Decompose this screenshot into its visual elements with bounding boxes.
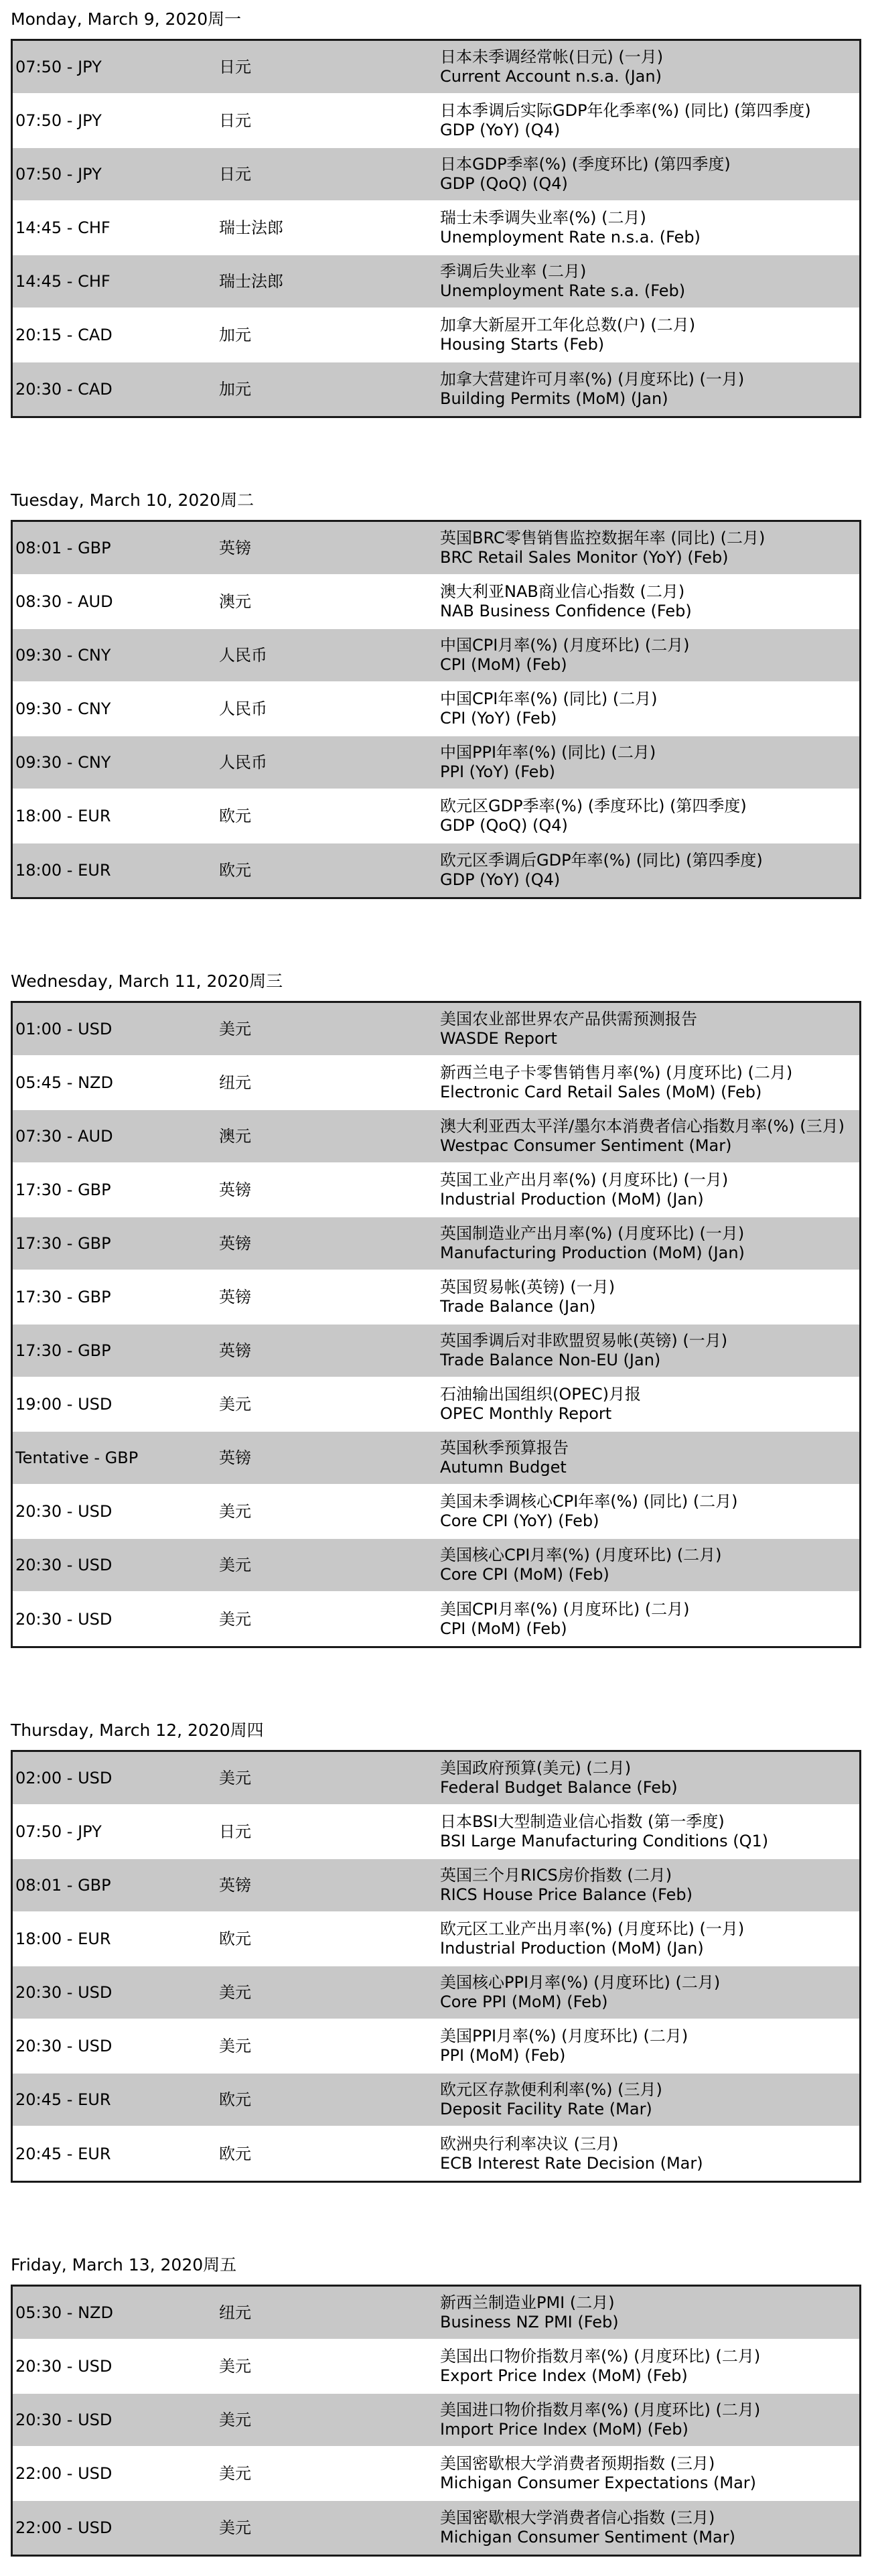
event-title-english: CPI (MoM) (Feb) <box>440 1619 567 1638</box>
event-title <box>440 529 859 567</box>
event-title-chinese: 新西兰电子卡零售销售月率(%) (月度环比) (二月) <box>440 1063 793 1083</box>
event-title-english: Building Permits (MoM) (Jan) <box>440 389 668 408</box>
events-table <box>11 1001 861 1648</box>
event-time: Tentative - GBP <box>15 1448 139 1467</box>
section-spacer <box>0 2183 872 2246</box>
event-title <box>440 1331 859 1370</box>
event-title-chinese: 石油输出国组织(OPEC)月报 <box>440 1385 642 1404</box>
event-title-chinese: 欧元区季调后GDP年率(%) (同比) (第四季度) <box>440 851 763 870</box>
event-time: 08:01 - GBP <box>15 1875 111 1895</box>
event-title <box>440 1600 859 1639</box>
event-title <box>440 582 859 621</box>
event-title-english: Business NZ PMI (Feb) <box>440 2313 619 2331</box>
event-title-chinese: 英国季调后对非欧盟贸易帐(英镑) (一月) <box>440 1331 728 1351</box>
table-row <box>13 2340 859 2394</box>
event-title <box>440 689 859 728</box>
event-title-chinese: 季调后失业率 (二月) <box>440 262 587 281</box>
event-time: 18:00 - EUR <box>15 806 111 825</box>
event-title-english: Unemployment Rate n.s.a. (Feb) <box>440 228 701 247</box>
event-title-chinese: 英国工业产出月率(%) (月度环比) (一月) <box>440 1170 729 1190</box>
event-title <box>440 1546 859 1584</box>
event-currency: 澳元 <box>219 1126 251 1146</box>
event-title <box>440 851 859 890</box>
event-title-chinese: 英国贸易帐(英镑) (一月) <box>440 1278 615 1297</box>
event-title-english: PPI (MoM) (Feb) <box>440 2046 566 2065</box>
event-title-english: CPI (MoM) (Feb) <box>440 655 567 674</box>
event-currency: 瑞士法郎 <box>219 218 283 237</box>
event-title-english: Industrial Production (MoM) (Jan) <box>440 1939 704 1958</box>
event-title <box>440 1278 859 1316</box>
event-time: 20:30 - USD <box>15 2410 113 2429</box>
event-currency: 美元 <box>219 2410 251 2429</box>
event-title-english: Unemployment Rate s.a. (Feb) <box>440 281 686 300</box>
event-title-chinese: 新西兰制造业PMI (二月) <box>440 2293 615 2313</box>
event-title-chinese: 美国进口物价指数月率(%) (月度环比) (二月) <box>440 2400 761 2420</box>
event-title-english: BSI Large Manufacturing Conditions (Q1) <box>440 1832 769 1850</box>
event-currency: 日元 <box>219 164 251 184</box>
event-currency: 美元 <box>219 1609 251 1629</box>
table-row <box>13 790 859 843</box>
event-time: 20:15 - CAD <box>15 325 113 344</box>
event-time: 17:30 - GBP <box>15 1233 111 1253</box>
event-title-english: GDP (QoQ) (Q4) <box>440 174 568 193</box>
section-spacer <box>0 899 872 962</box>
event-time: 20:30 - USD <box>15 1609 113 1629</box>
table-row <box>13 2501 859 2555</box>
event-time: 01:00 - USD <box>15 1019 113 1038</box>
event-time: 05:45 - NZD <box>15 1073 113 1092</box>
events-table <box>11 2285 861 2557</box>
day-section <box>0 481 872 962</box>
event-title-english: Federal Budget Balance (Feb) <box>440 1778 678 1797</box>
event-title-chinese: 美国出口物价指数月率(%) (月度环比) (二月) <box>440 2347 761 2366</box>
event-title-english: Electronic Card Retail Sales (MoM) (Feb) <box>440 1083 762 1101</box>
event-title <box>440 316 859 354</box>
event-time: 09:30 - CNY <box>15 699 111 718</box>
event-title <box>440 797 859 835</box>
event-title-english: Manufacturing Production (MoM) (Jan) <box>440 1243 745 1262</box>
table-row <box>13 629 859 683</box>
table-row <box>13 2020 859 2074</box>
table-row <box>13 1806 859 1859</box>
event-title <box>440 2400 859 2439</box>
event-currency: 澳元 <box>219 592 251 611</box>
event-currency: 英镑 <box>219 1233 251 1253</box>
event-title <box>440 1812 859 1851</box>
event-currency: 美元 <box>219 2518 251 2537</box>
event-title <box>440 1919 859 1958</box>
event-currency: 日元 <box>219 111 251 130</box>
table-row <box>13 1966 859 2020</box>
event-title-english: Core CPI (YoY) (Feb) <box>440 1511 599 1530</box>
event-title <box>440 743 859 782</box>
event-currency: 日元 <box>219 57 251 76</box>
event-title <box>440 2293 859 2332</box>
table-row <box>13 309 859 362</box>
table-row <box>13 2447 859 2501</box>
event-time: 20:30 - USD <box>15 1982 113 2002</box>
event-time: 20:30 - CAD <box>15 379 113 399</box>
event-currency: 欧元 <box>219 2090 251 2109</box>
event-title-english: BRC Retail Sales Monitor (YoY) (Feb) <box>440 548 729 567</box>
event-time: 20:45 - EUR <box>15 2090 111 2109</box>
event-time: 14:45 - CHF <box>15 271 111 291</box>
table-row <box>13 2287 859 2340</box>
event-time: 07:50 - JPY <box>15 111 102 130</box>
event-currency: 英镑 <box>219 1287 251 1306</box>
event-currency: 英镑 <box>219 1875 251 1895</box>
table-row <box>13 1164 859 1217</box>
table-row <box>13 202 859 255</box>
day-section <box>0 0 872 481</box>
event-title-english: CPI (YoY) (Feb) <box>440 709 557 728</box>
table-row <box>13 1271 859 1325</box>
day-heading: Thursday, March 12, 2020周四 <box>11 1720 264 1740</box>
event-title-chinese: 美国核心CPI月率(%) (月度环比) (二月) <box>440 1546 722 1565</box>
event-title-english: Industrial Production (MoM) (Jan) <box>440 1190 704 1209</box>
table-row <box>13 843 859 897</box>
table-row <box>13 1485 859 1539</box>
section-spacer <box>0 1648 872 1711</box>
event-title-chinese: 瑞士未季调失业率(%) (二月) <box>440 208 646 228</box>
event-time: 17:30 - GBP <box>15 1180 111 1199</box>
event-time: 19:00 - USD <box>15 1394 113 1414</box>
event-title-english: Housing Starts (Feb) <box>440 335 605 354</box>
event-title-english: Core PPI (MoM) (Feb) <box>440 1992 608 2011</box>
event-title <box>440 1117 859 1156</box>
table-row <box>13 1057 859 1110</box>
event-time: 09:30 - CNY <box>15 752 111 772</box>
event-title-chinese: 欧洲央行利率决议 (三月) <box>440 2134 619 2154</box>
event-title-english: OPEC Monthly Report <box>440 1404 612 1423</box>
event-time: 07:50 - JPY <box>15 57 102 76</box>
event-title-chinese: 加拿大新屋开工年化总数(户) (二月) <box>440 316 696 335</box>
event-time: 07:50 - JPY <box>15 1822 102 1841</box>
event-title <box>440 1759 859 1798</box>
events-table <box>11 520 861 899</box>
table-row <box>13 1003 859 1057</box>
event-currency: 加元 <box>219 325 251 344</box>
event-currency: 日元 <box>219 1822 251 1841</box>
event-title <box>440 262 859 301</box>
event-title <box>440 2080 859 2119</box>
event-title-english: Export Price Index (MoM) (Feb) <box>440 2366 688 2385</box>
event-title-english: Westpac Consumer Sentiment (Mar) <box>440 1136 732 1155</box>
section-spacer <box>0 418 872 481</box>
event-title-chinese: 欧元区存款便利利率(%) (三月) <box>440 2080 662 2100</box>
table-row <box>13 1539 859 1592</box>
event-title-chinese: 美国密歇根大学消费者信心指数 (三月) <box>440 2508 715 2528</box>
event-title-chinese: 中国PPI年率(%) (同比) (二月) <box>440 743 656 762</box>
event-currency: 美元 <box>219 1982 251 2002</box>
table-row <box>13 1913 859 1966</box>
event-title-english: Current Account n.s.a. (Jan) <box>440 67 662 86</box>
table-row <box>13 255 859 309</box>
event-title-chinese: 美国未季调核心CPI年率(%) (同比) (二月) <box>440 1492 738 1511</box>
event-time: 22:00 - USD <box>15 2518 113 2537</box>
event-title <box>440 370 859 409</box>
event-time: 02:00 - USD <box>15 1768 113 1787</box>
event-title-chinese: 日本季调后实际GDP年化季率(%) (同比) (第四季度) <box>440 101 811 121</box>
table-row <box>13 41 859 94</box>
event-currency: 欧元 <box>219 860 251 880</box>
event-title-english: Autumn Budget <box>440 1458 567 1477</box>
table-row <box>13 1378 859 1432</box>
event-title <box>440 208 859 247</box>
event-currency: 美元 <box>219 1019 251 1038</box>
event-currency: 英镑 <box>219 1448 251 1467</box>
event-time: 17:30 - GBP <box>15 1341 111 1360</box>
event-title-chinese: 中国CPI月率(%) (月度环比) (二月) <box>440 636 690 655</box>
event-title-english: WASDE Report <box>440 1029 557 1048</box>
event-time: 08:01 - GBP <box>15 538 111 557</box>
event-title <box>440 2347 859 2386</box>
event-title-english: PPI (YoY) (Feb) <box>440 762 556 781</box>
event-currency: 欧元 <box>219 806 251 825</box>
event-title-english: Import Price Index (MoM) (Feb) <box>440 2420 688 2439</box>
event-currency: 美元 <box>219 2356 251 2376</box>
event-title-english: ECB Interest Rate Decision (Mar) <box>440 2154 703 2173</box>
event-title-chinese: 美国农业部世界农产品供需预测报告 <box>440 1010 697 1029</box>
event-title-english: NAB Business Confidence (Feb) <box>440 602 692 620</box>
event-title-chinese: 日本BSI大型制造业信心指数 (第一季度) <box>440 1812 725 1832</box>
event-time: 17:30 - GBP <box>15 1287 111 1306</box>
table-row <box>13 148 859 202</box>
event-title-chinese: 日本GDP季率(%) (季度环比) (第四季度) <box>440 155 731 174</box>
day-heading: Wednesday, March 11, 2020周三 <box>11 971 283 991</box>
day-section <box>0 962 872 1711</box>
event-currency: 人民币 <box>219 645 267 665</box>
event-title-chinese: 英国BRC零售销售监控数据年率 (同比) (二月) <box>440 529 766 548</box>
event-title-chinese: 加拿大营建许可月率(%) (月度环比) (一月) <box>440 370 745 389</box>
event-time: 20:30 - USD <box>15 1555 113 1574</box>
event-title <box>440 2134 859 2173</box>
event-currency: 美元 <box>219 2036 251 2055</box>
event-title-chinese: 英国三个月RICS房价指数 (二月) <box>440 1866 672 1885</box>
event-title-chinese: 美国PPI月率(%) (月度环比) (二月) <box>440 2027 688 2046</box>
event-currency: 英镑 <box>219 1341 251 1360</box>
table-row <box>13 575 859 629</box>
day-section <box>0 2246 872 2557</box>
event-time: 20:30 - USD <box>15 2036 113 2055</box>
event-time: 20:30 - USD <box>15 2356 113 2376</box>
event-currency: 纽元 <box>219 1073 251 1092</box>
event-title-english: Deposit Facility Rate (Mar) <box>440 2100 652 2118</box>
event-title <box>440 1010 859 1048</box>
event-time: 22:00 - USD <box>15 2463 113 2483</box>
event-title-chinese: 美国政府预算(美元) (二月) <box>440 1759 632 1778</box>
event-time: 14:45 - CHF <box>15 218 111 237</box>
event-currency: 英镑 <box>219 1180 251 1199</box>
event-title-english: Michigan Consumer Expectations (Mar) <box>440 2473 757 2492</box>
event-title-english: RICS House Price Balance (Feb) <box>440 1885 693 1904</box>
event-title <box>440 2027 859 2065</box>
event-title-chinese: 欧元区GDP季率(%) (季度环比) (第四季度) <box>440 797 747 816</box>
event-time: 09:30 - CNY <box>15 645 111 665</box>
event-title <box>440 2454 859 2493</box>
event-title <box>440 1063 859 1102</box>
event-title-chinese: 美国核心PPI月率(%) (月度环比) (二月) <box>440 1973 721 1992</box>
table-row <box>13 1592 859 1646</box>
event-currency: 美元 <box>219 1555 251 1574</box>
event-title-english: Core CPI (MoM) (Feb) <box>440 1565 609 1584</box>
event-title <box>440 1170 859 1209</box>
event-title-english: GDP (YoY) (Q4) <box>440 121 561 139</box>
event-title <box>440 155 859 194</box>
table-row <box>13 94 859 148</box>
event-currency: 美元 <box>219 1501 251 1521</box>
event-time: 20:30 - USD <box>15 1501 113 1521</box>
event-title-chinese: 日本未季调经常帐(日元) (一月) <box>440 48 664 67</box>
table-row <box>13 362 859 416</box>
event-currency: 美元 <box>219 2463 251 2483</box>
table-row <box>13 522 859 575</box>
day-heading: Tuesday, March 10, 2020周二 <box>11 490 255 510</box>
event-title-chinese: 美国密歇根大学消费者预期指数 (三月) <box>440 2454 715 2473</box>
event-title-chinese: 澳大利亚NAB商业信心指数 (二月) <box>440 582 685 602</box>
event-title-chinese: 澳大利亚西太平洋/墨尔本消费者信心指数月率(%) (三月) <box>440 1117 845 1136</box>
event-title <box>440 2508 859 2547</box>
event-title <box>440 48 859 86</box>
table-row <box>13 1110 859 1164</box>
event-title <box>440 1224 859 1263</box>
event-currency: 加元 <box>219 379 251 399</box>
event-title <box>440 1492 859 1531</box>
event-title <box>440 1438 859 1477</box>
table-row <box>13 736 859 790</box>
event-currency: 人民币 <box>219 699 267 718</box>
event-time: 05:30 - NZD <box>15 2303 113 2322</box>
event-title <box>440 636 859 675</box>
event-title-chinese: 欧元区工业产出月率(%) (月度环比) (一月) <box>440 1919 745 1939</box>
event-title <box>440 1973 859 2012</box>
table-row <box>13 2074 859 2127</box>
event-time: 08:30 - AUD <box>15 592 113 611</box>
event-title-chinese: 中国CPI年率(%) (同比) (二月) <box>440 689 658 709</box>
event-title <box>440 1866 859 1905</box>
day-heading: Friday, March 13, 2020周五 <box>11 2255 237 2275</box>
day-section <box>0 1711 872 2246</box>
table-row <box>13 1325 859 1378</box>
event-title-chinese: 英国秋季预算报告 <box>440 1438 569 1458</box>
event-title-english: GDP (QoQ) (Q4) <box>440 816 568 835</box>
event-time: 07:50 - JPY <box>15 164 102 184</box>
table-row <box>13 1217 859 1271</box>
event-title-chinese: 美国CPI月率(%) (月度环比) (二月) <box>440 1600 690 1619</box>
event-title-chinese: 英国制造业产出月率(%) (月度环比) (一月) <box>440 1224 745 1243</box>
event-currency: 人民币 <box>219 752 267 772</box>
event-time: 20:45 - EUR <box>15 2144 111 2163</box>
event-title-english: Trade Balance (Jan) <box>440 1297 596 1316</box>
event-time: 07:30 - AUD <box>15 1126 113 1146</box>
day-heading: Monday, March 9, 2020周一 <box>11 9 242 29</box>
event-title-english: GDP (YoY) (Q4) <box>440 870 561 889</box>
events-table <box>11 39 861 418</box>
event-currency: 欧元 <box>219 1929 251 1948</box>
event-title-english: Michigan Consumer Sentiment (Mar) <box>440 2528 735 2547</box>
event-title <box>440 1385 859 1424</box>
table-row <box>13 2394 859 2447</box>
event-currency: 美元 <box>219 1394 251 1414</box>
event-currency: 英镑 <box>219 538 251 557</box>
table-row <box>13 1859 859 1913</box>
event-currency: 欧元 <box>219 2144 251 2163</box>
events-table <box>11 1750 861 2183</box>
event-currency: 美元 <box>219 1768 251 1787</box>
event-time: 18:00 - EUR <box>15 1929 111 1948</box>
event-currency: 纽元 <box>219 2303 251 2322</box>
table-row <box>13 2127 859 2181</box>
table-row <box>13 1432 859 1485</box>
event-title <box>440 101 859 140</box>
table-row <box>13 683 859 736</box>
event-currency: 瑞士法郎 <box>219 271 283 291</box>
table-row <box>13 1752 859 1806</box>
event-title-english: Trade Balance Non-EU (Jan) <box>440 1351 661 1369</box>
event-time: 18:00 - EUR <box>15 860 111 880</box>
